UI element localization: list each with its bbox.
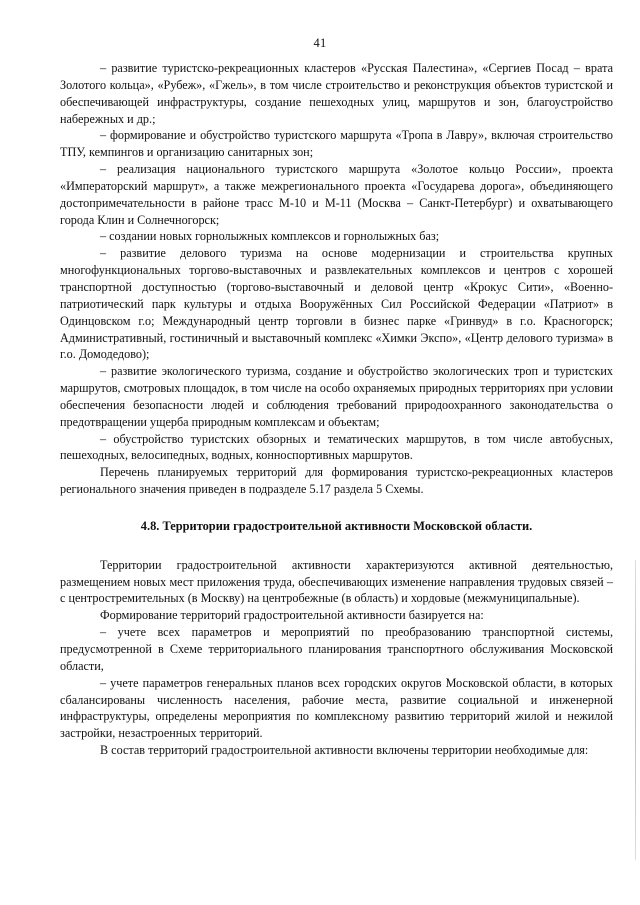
- bullet-eco-tourism: – развитие экологического туризма, создание и обустройство экологических троп и туристских маршрутов, смотровых площадок, в том числе на особо охраняемых природных территориях при условии обеспечения безопасности людей и соблюдения требований природоохранного законодательства о предотвращении ущерба природным комплексам и объектам;: [60, 364, 613, 429]
- bullet-sightseeing-routes: – обустройство туристских обзорных и тематических маршрутов, в том числе автобусных, пешеходных, велосипедных, водных, конноспортивных маршрутов.: [60, 431, 613, 463]
- composition-paragraph: В состав территорий градостроительной активности включены территории необходимые для:: [100, 743, 589, 758]
- scan-edge-mark: [635, 560, 636, 860]
- section-heading: 4.8. Территории градостроительной активности Московской области.: [140, 518, 533, 533]
- bullet-business-tourism: – развитие делового туризма на основе модернизации и строительства крупных многофункциональных торгово-выставочных и развлекательных комплексов и центров с хорошей транспортной доступностью (торгово-выставочный и деловой центр «Крокус Сити», «Военно-патриотический парк культуры и отдыха Вооружённых Сил Российской Федерации «Патриот» в Одинцовском г.о; Международный центр торговли в бизнес парке «Гринвуд» в г.о. Красногорск; Административный, гостиничный и выставочный комплекс «Химки Экспо», «Центр делового туризма» в г.о. Домодедово);: [60, 246, 613, 362]
- formation-basis-paragraph: Формирование территорий градостроительной активности базируется на:: [100, 608, 484, 623]
- clusters-list-reference: Перечень планируемых территорий для формирования туристско-рекреационных кластеров регионального значения приведен в подразделе 5.17 раздела 5 Схемы.: [60, 465, 613, 497]
- document-body: [60, 60, 613, 759]
- bullet-general-plans: – учете параметров генеральных планов всех городских округов Московской области, в которых сбалансированы численность населения, рабочие места, развитие социальной и инженерной инфраструктуры, определены мероприятия по комплексному развитию территорий жилой и нежилой застройки, незастроенных территорий.: [60, 675, 613, 741]
- bullet-tourist-clusters: – развитие туристско-рекреационных кластеров «Русская Палестина», «Сергиев Посад – врата Золотого кольца», «Рубеж», «Гжель», в том числе строительство и реконструкция объектов туристской и обеспечивающей инфраструктуры, создание пешеходных улиц, маршрутов и зон, благоустройство набережных и др.;: [60, 61, 613, 126]
- page-number: 41: [313, 36, 327, 50]
- activity-definition-paragraph: Территории градостроительной активности характеризуются активной деятельностью, размещением новых мест приложения труда, обеспечивающих изменение направления трудовых связей – с центростремительных (в Москву) на центробежные (в область) и хордовые (межмуниципальные).: [60, 557, 613, 606]
- bullet-ski-complexes: – создании новых горнолыжных комплексов и горнолыжных баз;: [100, 229, 440, 244]
- bullet-transport-parameters: – учете всех параметров и мероприятий по преобразованию транспортной системы, предусмотренной в Схеме территориального планирования транспортного обслуживания Московской области,: [60, 625, 613, 673]
- bullet-lavra-route: – формирование и обустройство туристского маршрута «Тропа в Лавру», включая строительство ТПУ, кемпингов и организацию санитарных зон;: [60, 128, 613, 160]
- bullet-golden-ring-route: – реализация национального туристского маршрута «Золотое кольцо России», проекта «Императорский маршрут», а также межрегионального проекта «Государева дорога», объединяющего достопримечательности в районе трасс М-10 и М-11 (Москва – Санкт-Петербург) и охватывающего города Клин и Солнечногорск;: [60, 162, 613, 227]
